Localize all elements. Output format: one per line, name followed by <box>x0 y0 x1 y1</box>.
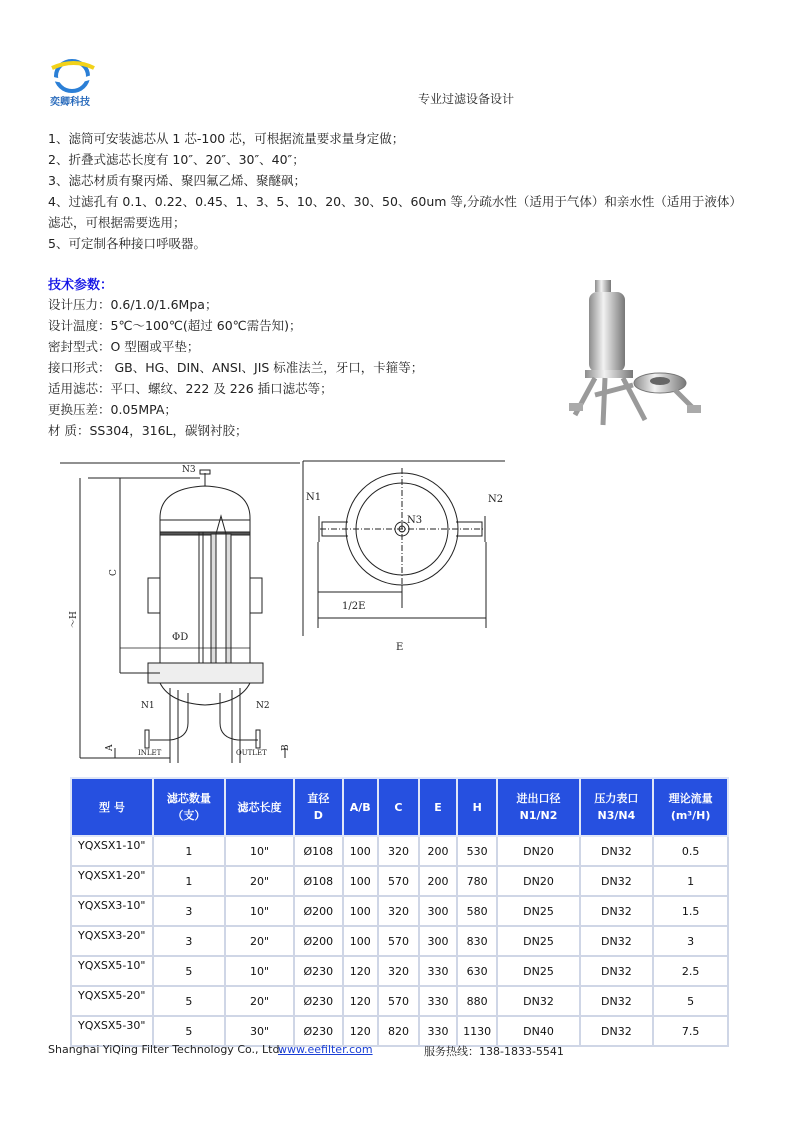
param-item: 材 质：SS304，316L，碳钢衬胶； <box>48 423 248 438</box>
table-cell: 320 <box>378 896 419 926</box>
table-cell: DN25 <box>497 896 579 926</box>
column-header-line: (m³/H) <box>670 809 711 822</box>
table-cell: Ø230 <box>294 1016 342 1046</box>
column-header-line: N3/N4 <box>597 809 636 822</box>
column-header-line: C <box>394 800 403 814</box>
table-cell: 300 <box>419 896 457 926</box>
column-header-line: （支） <box>172 809 206 822</box>
table-cell: 120 <box>343 986 378 1016</box>
table-cell: 780 <box>457 866 498 896</box>
globe-logo-icon <box>46 56 102 94</box>
column-header-line: 滤芯长度 <box>237 800 282 814</box>
table-cell: 1130 <box>457 1016 498 1046</box>
feature-item: 2、折叠式滤芯长度有 10″、20″、30″、40″； <box>48 152 305 167</box>
table-cell: Ø108 <box>294 866 342 896</box>
footer-website-link[interactable]: www.eefilter.com <box>278 1043 373 1056</box>
param-item: 密封型式：O 型圈或平垫； <box>48 339 200 354</box>
feature-item: 4、过滤孔有 0.1、0.22、0.45、1、3、5、10、20、30、50、60um 等,分疏水性（适用于气体）和亲水性（适用于液体） <box>48 194 742 209</box>
feature-item: 3、滤芯材质有聚丙烯、聚四氟乙烯、聚醚砜； <box>48 173 306 188</box>
table-row <box>71 1016 728 1046</box>
column-header <box>294 778 342 836</box>
table-cell: Ø200 <box>294 926 342 956</box>
table-cell: YQXSX5-20" <box>71 986 153 1016</box>
table-cell: 2.5 <box>653 956 728 986</box>
table-cell: DN20 <box>497 866 579 896</box>
table-cell: DN32 <box>580 986 654 1016</box>
column-header <box>457 778 498 836</box>
column-header <box>225 778 294 836</box>
table-row <box>71 896 728 926</box>
table-cell: 3 <box>153 926 225 956</box>
table-cell: Ø108 <box>294 836 342 866</box>
elevation-drawing <box>60 458 305 768</box>
table-cell: 20" <box>225 926 294 956</box>
table-cell: 100 <box>343 836 378 866</box>
table-cell: 200 <box>419 836 457 866</box>
label-n1: N1 <box>141 701 155 711</box>
label-n2: N2 <box>488 494 504 505</box>
table-cell: DN32 <box>580 836 654 866</box>
column-header <box>419 778 457 836</box>
label-n1: N1 <box>306 492 322 503</box>
table-cell: 1.5 <box>653 896 728 926</box>
label-outlet: OUTLET <box>236 749 267 757</box>
table-cell: 10" <box>225 836 294 866</box>
table-cell: DN25 <box>497 956 579 986</box>
table-cell: 100 <box>343 926 378 956</box>
table-header-row <box>71 778 728 836</box>
column-header-line: 滤芯数量 <box>166 792 211 805</box>
label-n3: N3 <box>182 465 196 475</box>
column-header-line: 理论流量 <box>668 792 713 805</box>
table-cell: 5 <box>153 986 225 1016</box>
params-title: 技术参数： <box>48 278 114 293</box>
table-cell: Ø230 <box>294 986 342 1016</box>
column-header <box>153 778 225 836</box>
table-cell: 570 <box>378 986 419 1016</box>
column-header-line: N1/N2 <box>519 809 558 822</box>
table-cell: 570 <box>378 926 419 956</box>
table-cell: 300 <box>419 926 457 956</box>
feature-item: 5、可定制各种接口呼吸器。 <box>48 236 206 251</box>
table-row <box>71 986 728 1016</box>
label-d: ΦD <box>172 632 189 643</box>
table-cell: 100 <box>343 896 378 926</box>
table-cell: 330 <box>419 956 457 986</box>
table-cell: 1 <box>653 866 728 896</box>
table-cell: 630 <box>457 956 498 986</box>
table-cell: DN32 <box>580 866 654 896</box>
column-header-line: A/B <box>349 800 371 814</box>
table-cell: 320 <box>378 836 419 866</box>
footer-hotline: 服务热线：138-1833-5541 <box>424 1045 564 1058</box>
table-cell: Ø230 <box>294 956 342 986</box>
table-cell: 7.5 <box>653 1016 728 1046</box>
table-cell: 5 <box>153 956 225 986</box>
table-cell: 570 <box>378 866 419 896</box>
table-cell: YQXSX1-20" <box>71 866 153 896</box>
feature-item: 1、滤筒可安装滤芯从 1 芯-100 芯，可根据流量要求量身定做； <box>48 131 405 146</box>
column-header-line: 进出口径 <box>516 792 561 805</box>
label-n3: N3 <box>407 515 423 526</box>
column-header-line: 型 号 <box>99 800 125 814</box>
header-title: 专业过滤设备设计 <box>418 92 515 106</box>
column-header <box>343 778 378 836</box>
table-cell: YQXSX5-10" <box>71 956 153 986</box>
table-cell: 320 <box>378 956 419 986</box>
column-header-line: H <box>472 800 482 814</box>
table-cell: 120 <box>343 956 378 986</box>
table-cell: 100 <box>343 866 378 896</box>
label-n2: N2 <box>256 701 270 711</box>
param-item: 接口形式： GB、HG、DIN、ANSI、JIS 标准法兰，牙口，卡箍等； <box>48 360 424 375</box>
param-item: 设计压力：0.6/1.0/1.6Mpa； <box>48 297 218 312</box>
table-cell: 820 <box>378 1016 419 1046</box>
table-cell: 5 <box>653 986 728 1016</box>
table-row <box>71 836 728 866</box>
company-logo <box>46 56 102 108</box>
table-cell: 1 <box>153 866 225 896</box>
column-header-line: D <box>313 809 323 822</box>
feature-list <box>48 128 758 254</box>
table-cell: 0.5 <box>653 836 728 866</box>
label-h: ～H <box>69 611 79 628</box>
table-cell: 330 <box>419 986 457 1016</box>
table-cell: 10" <box>225 896 294 926</box>
param-item: 适用滤芯：平口、螺纹、222 及 226 插口滤芯等； <box>48 381 333 396</box>
column-header <box>580 778 654 836</box>
table-cell: YQXSX3-10" <box>71 896 153 926</box>
label-b: B <box>281 744 291 751</box>
logo-text: 奕卿科技 <box>50 97 90 108</box>
column-header-line: 压力表口 <box>594 792 639 805</box>
table-cell: 530 <box>457 836 498 866</box>
table-cell: DN32 <box>497 986 579 1016</box>
column-header-line: 直径 <box>307 792 330 805</box>
product-photo <box>565 275 760 440</box>
table-row <box>71 866 728 896</box>
table-cell: DN32 <box>580 926 654 956</box>
column-header <box>497 778 579 836</box>
column-header <box>378 778 419 836</box>
table-cell: 1 <box>153 836 225 866</box>
table-cell: YQXSX5-30" <box>71 1016 153 1046</box>
params-list <box>48 294 423 441</box>
table-cell: DN40 <box>497 1016 579 1046</box>
table-cell: 3 <box>153 896 225 926</box>
footer-company: Shanghai YiQing Filter Technology Co., Ltd. <box>48 1043 283 1056</box>
feature-item: 滤芯，可根据需要选用； <box>48 215 186 230</box>
spec-table <box>70 777 729 1047</box>
table-cell: 120 <box>343 1016 378 1046</box>
table-cell: 20" <box>225 986 294 1016</box>
table-cell: DN25 <box>497 926 579 956</box>
label-a: A <box>105 744 115 751</box>
table-cell: 330 <box>419 1016 457 1046</box>
table-cell: DN20 <box>497 836 579 866</box>
table-cell: Ø200 <box>294 896 342 926</box>
table-cell: 830 <box>457 926 498 956</box>
table-cell: YQXSX3-20" <box>71 926 153 956</box>
table-row <box>71 956 728 986</box>
table-cell: DN32 <box>580 1016 654 1046</box>
table-cell: 20" <box>225 866 294 896</box>
table-cell: 30" <box>225 1016 294 1046</box>
column-header <box>71 778 153 836</box>
table-body <box>71 836 728 1046</box>
table-cell: 5 <box>153 1016 225 1046</box>
label-half-e: 1/2E <box>342 601 366 612</box>
label-c: C <box>109 569 119 576</box>
table-cell: DN32 <box>580 896 654 926</box>
column-header <box>653 778 728 836</box>
table-cell: 200 <box>419 866 457 896</box>
label-inlet: INLET <box>138 749 162 757</box>
table-cell: 880 <box>457 986 498 1016</box>
table-cell: 3 <box>653 926 728 956</box>
param-item: 更换压差：0.05MPA； <box>48 402 177 417</box>
table-cell: DN32 <box>580 956 654 986</box>
table-cell: YQXSX1-10" <box>71 836 153 866</box>
param-item: 设计温度：5℃～100℃(超过 60℃需告知)； <box>48 318 302 333</box>
table-row <box>71 926 728 956</box>
label-e: E <box>396 642 404 653</box>
table-cell: 10" <box>225 956 294 986</box>
plan-drawing <box>300 458 510 670</box>
column-header-line: E <box>434 800 442 814</box>
table-cell: 580 <box>457 896 498 926</box>
